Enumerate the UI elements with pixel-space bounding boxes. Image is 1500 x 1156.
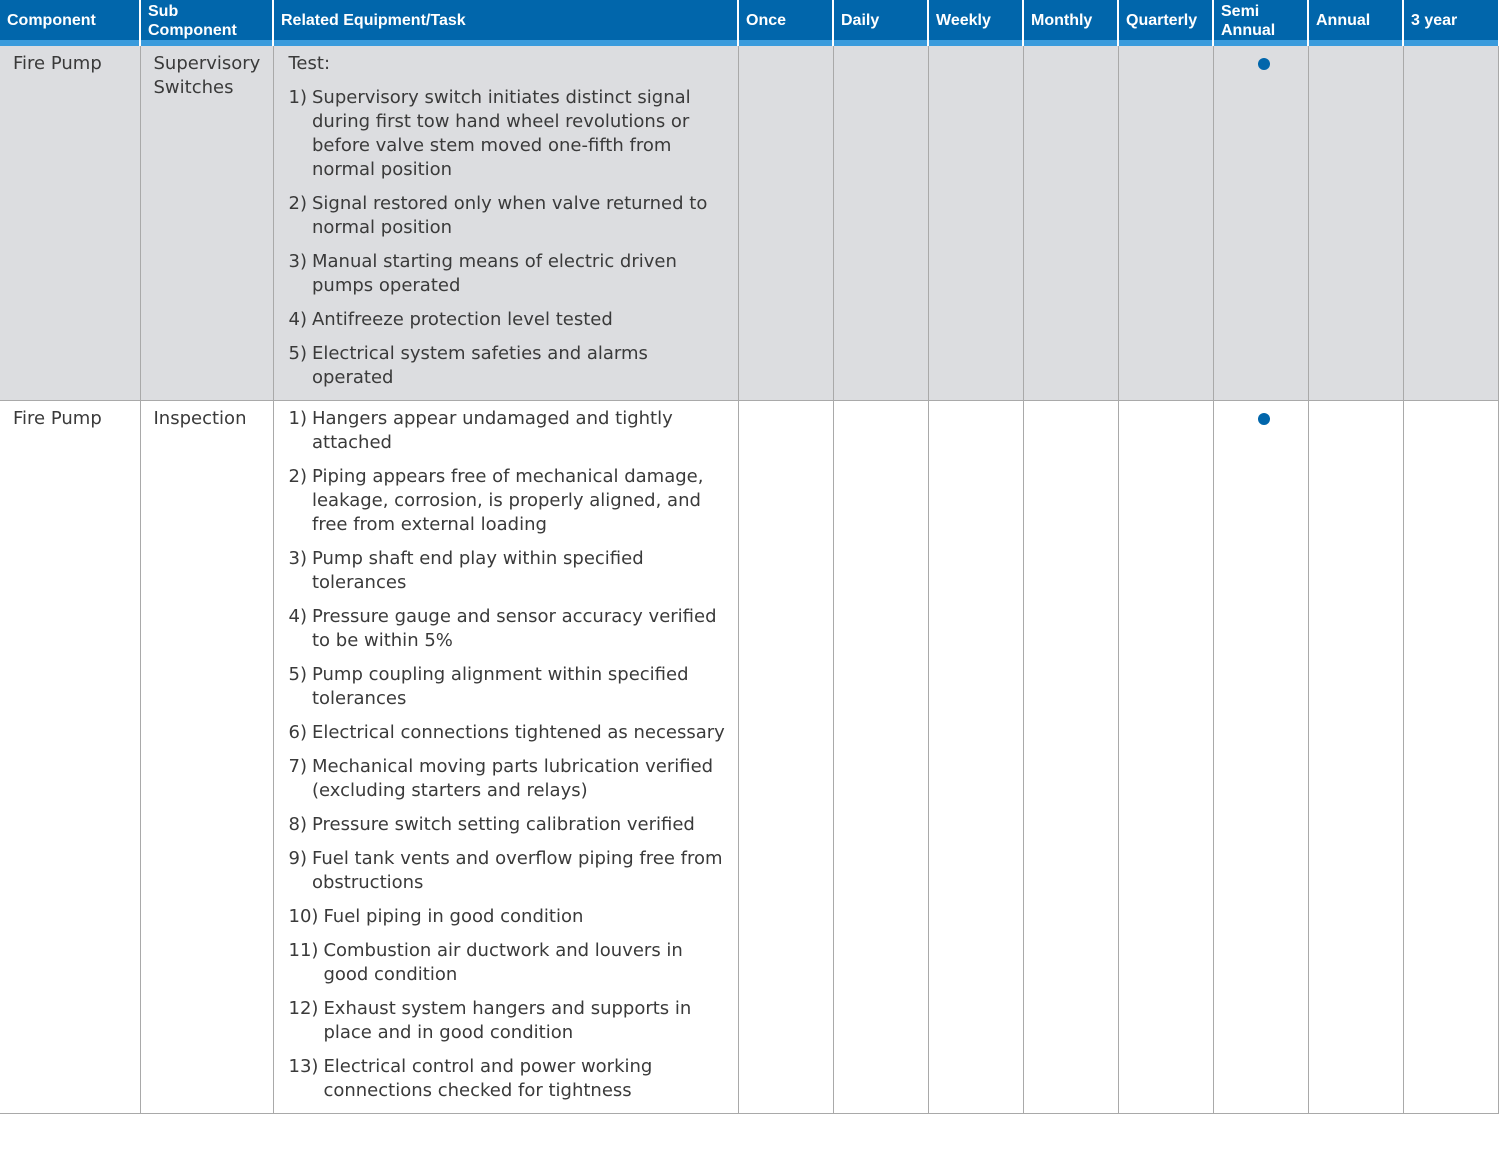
header-monthly: Monthly	[1023, 0, 1118, 46]
frequency-dot-icon	[1258, 413, 1270, 425]
freq-cell-monthly	[1023, 401, 1118, 1114]
table-row	[0, 46, 1498, 401]
header-quarterly: Quarterly	[1118, 0, 1213, 46]
freq-cell-annual	[1308, 401, 1403, 1114]
header-semi-annual-line1: Semi	[1221, 2, 1260, 20]
header-semi-annual-line2: Annual	[1221, 21, 1276, 39]
header-three-year: 3 year	[1403, 0, 1498, 46]
freq-cell-three-year	[1403, 46, 1498, 401]
task-item: 5) Pump coupling alignment within specified tolerances	[288, 664, 689, 709]
freq-cell-daily	[833, 401, 928, 1114]
task-item: 5) Electrical system safeties and alarms operated	[288, 343, 648, 388]
frequency-dot-icon	[1258, 58, 1270, 70]
sub-component-cell: Supervisory Switches	[140, 46, 273, 401]
task-item: 2) Piping appears free of mechanical damage, leakage, corrosion, is properly aligned, and free from external loading	[288, 466, 704, 535]
freq-cell-weekly	[928, 46, 1023, 401]
freq-cell-weekly	[928, 401, 1023, 1114]
header-component: Component	[0, 0, 140, 46]
freq-cell-quarterly	[1118, 401, 1213, 1114]
component-cell: Fire Pump	[0, 46, 140, 401]
task-intro: Test:	[288, 53, 331, 74]
header-sub-component	[140, 0, 273, 46]
header-sub-component-line2: Component	[148, 21, 237, 39]
task-list	[289, 86, 732, 390]
freq-cell-daily	[833, 46, 928, 401]
sub-component-cell: Inspection	[140, 401, 273, 1114]
task-cell	[273, 401, 738, 1114]
task-item: 1) Hangers appear undamaged and tightly attached	[288, 408, 673, 453]
task-item: 10) Fuel piping in good condition	[288, 906, 584, 927]
header-sub-component-line1: Sub	[148, 2, 179, 20]
freq-cell-three-year	[1403, 401, 1498, 1114]
freq-cell-semi-annual	[1213, 401, 1308, 1114]
task-item: 1) Supervisory switch initiates distinct signal during first tow hand wheel revolutions or before valve stem moved one-fifth from normal position	[288, 87, 691, 180]
freq-cell-once	[738, 401, 833, 1114]
task-item: 2) Signal restored only when valve returned to normal position	[288, 193, 708, 238]
task-item: 3) Pump shaft end play within specified tolerances	[288, 548, 644, 593]
task-item: 6) Electrical connections tightened as necessary	[288, 722, 725, 743]
task-item: 4) Antifreeze protection level tested	[288, 309, 613, 330]
header-daily: Daily	[833, 0, 928, 46]
freq-cell-quarterly	[1118, 46, 1213, 401]
component-cell: Fire Pump	[0, 401, 140, 1114]
task-item: 3) Manual starting means of electric driven pumps operated	[288, 251, 677, 296]
task-cell	[273, 46, 738, 401]
header-weekly: Weekly	[928, 0, 1023, 46]
task-item: 13) Electrical control and power working connections checked for tightness	[288, 1056, 653, 1101]
table-row	[0, 401, 1498, 1114]
header-once: Once	[738, 0, 833, 46]
freq-cell-semi-annual	[1213, 46, 1308, 401]
task-item: 4) Pressure gauge and sensor accuracy verified to be within 5%	[288, 606, 717, 651]
freq-cell-monthly	[1023, 46, 1118, 401]
freq-cell-once	[738, 46, 833, 401]
task-item: 7) Mechanical moving parts lubrication verified (excluding starters and relays)	[288, 756, 714, 801]
task-item: 11) Combustion air ductwork and louvers in good condition	[288, 940, 683, 985]
freq-cell-annual	[1308, 46, 1403, 401]
header-annual: Annual	[1308, 0, 1403, 46]
header-task: Related Equipment/Task	[273, 0, 738, 46]
task-item: 8) Pressure switch setting calibration verified	[288, 814, 695, 835]
task-list	[289, 407, 732, 1103]
header-semi-annual	[1213, 0, 1308, 46]
task-item: 9) Fuel tank vents and overflow piping free from obstructions	[288, 848, 723, 893]
header-row	[0, 0, 1498, 46]
task-item: 12) Exhaust system hangers and supports in place and in good condition	[288, 998, 692, 1043]
